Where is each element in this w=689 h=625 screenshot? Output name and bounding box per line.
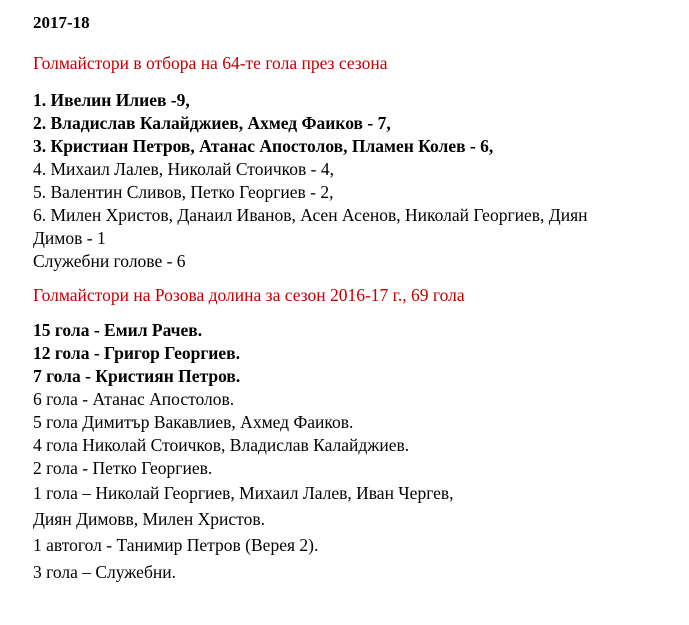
- scorer-line: 1 автогол - Танимир Петров (Верея 2).: [33, 535, 319, 555]
- scorer-line: 2 гола - Петко Георгиев.: [33, 458, 213, 478]
- section2-heading: Голмайстори на Розова долина за сезон 2016-17 г., 69 гола: [33, 285, 465, 305]
- scorer-line: 2. Владислав Калайджиев, Ахмед Фаиков - 7,: [33, 113, 391, 133]
- scorer-line: 4 гола Николай Стоичков, Владислав Калайджиев.: [33, 435, 410, 455]
- scorer-line: 4. Михаил Лалев, Николай Стоичков - 4,: [33, 159, 334, 179]
- scorer-line: Димов - 1: [33, 228, 106, 248]
- scorer-line: 3. Кристиан Петров, Атанас Апостолов, Пламен Колев - 6,: [33, 136, 494, 156]
- scorer-line: 5 гола Димитър Вакавлиев, Ахмед Фаиков.: [33, 412, 354, 432]
- scorer-line: 5. Валентин Сливов, Петко Георгиев - 2,: [33, 182, 334, 202]
- scorer-line: Служебни голове - 6: [33, 251, 186, 271]
- scorer-line: 15 гола - Емил Рачев.: [33, 320, 203, 340]
- scorer-line: 6. Милен Христов, Данаил Иванов, Асен Асенов, Николай Георгиев, Диян: [33, 205, 588, 225]
- scorer-line: 7 гола - Кристиян Петров.: [33, 366, 241, 386]
- scorer-line: 1 гола – Николай Георгиев, Михаил Лалев, Иван Чергев,: [33, 483, 454, 503]
- scorer-line: 1. Ивелин Илиев -9,: [33, 90, 190, 110]
- scorer-line: 12 гола - Григор Георгиев.: [33, 343, 240, 363]
- season-label: 2017-18: [33, 13, 90, 32]
- scorer-line: Диян Димовв, Милен Христов.: [33, 509, 265, 529]
- scorer-line: 6 гола - Атанас Апостолов.: [33, 389, 235, 409]
- scorer-line: 3 гола – Служебни.: [33, 562, 176, 582]
- section1-heading: Голмайстори в отбора на 64-те гола през сезона: [33, 53, 388, 73]
